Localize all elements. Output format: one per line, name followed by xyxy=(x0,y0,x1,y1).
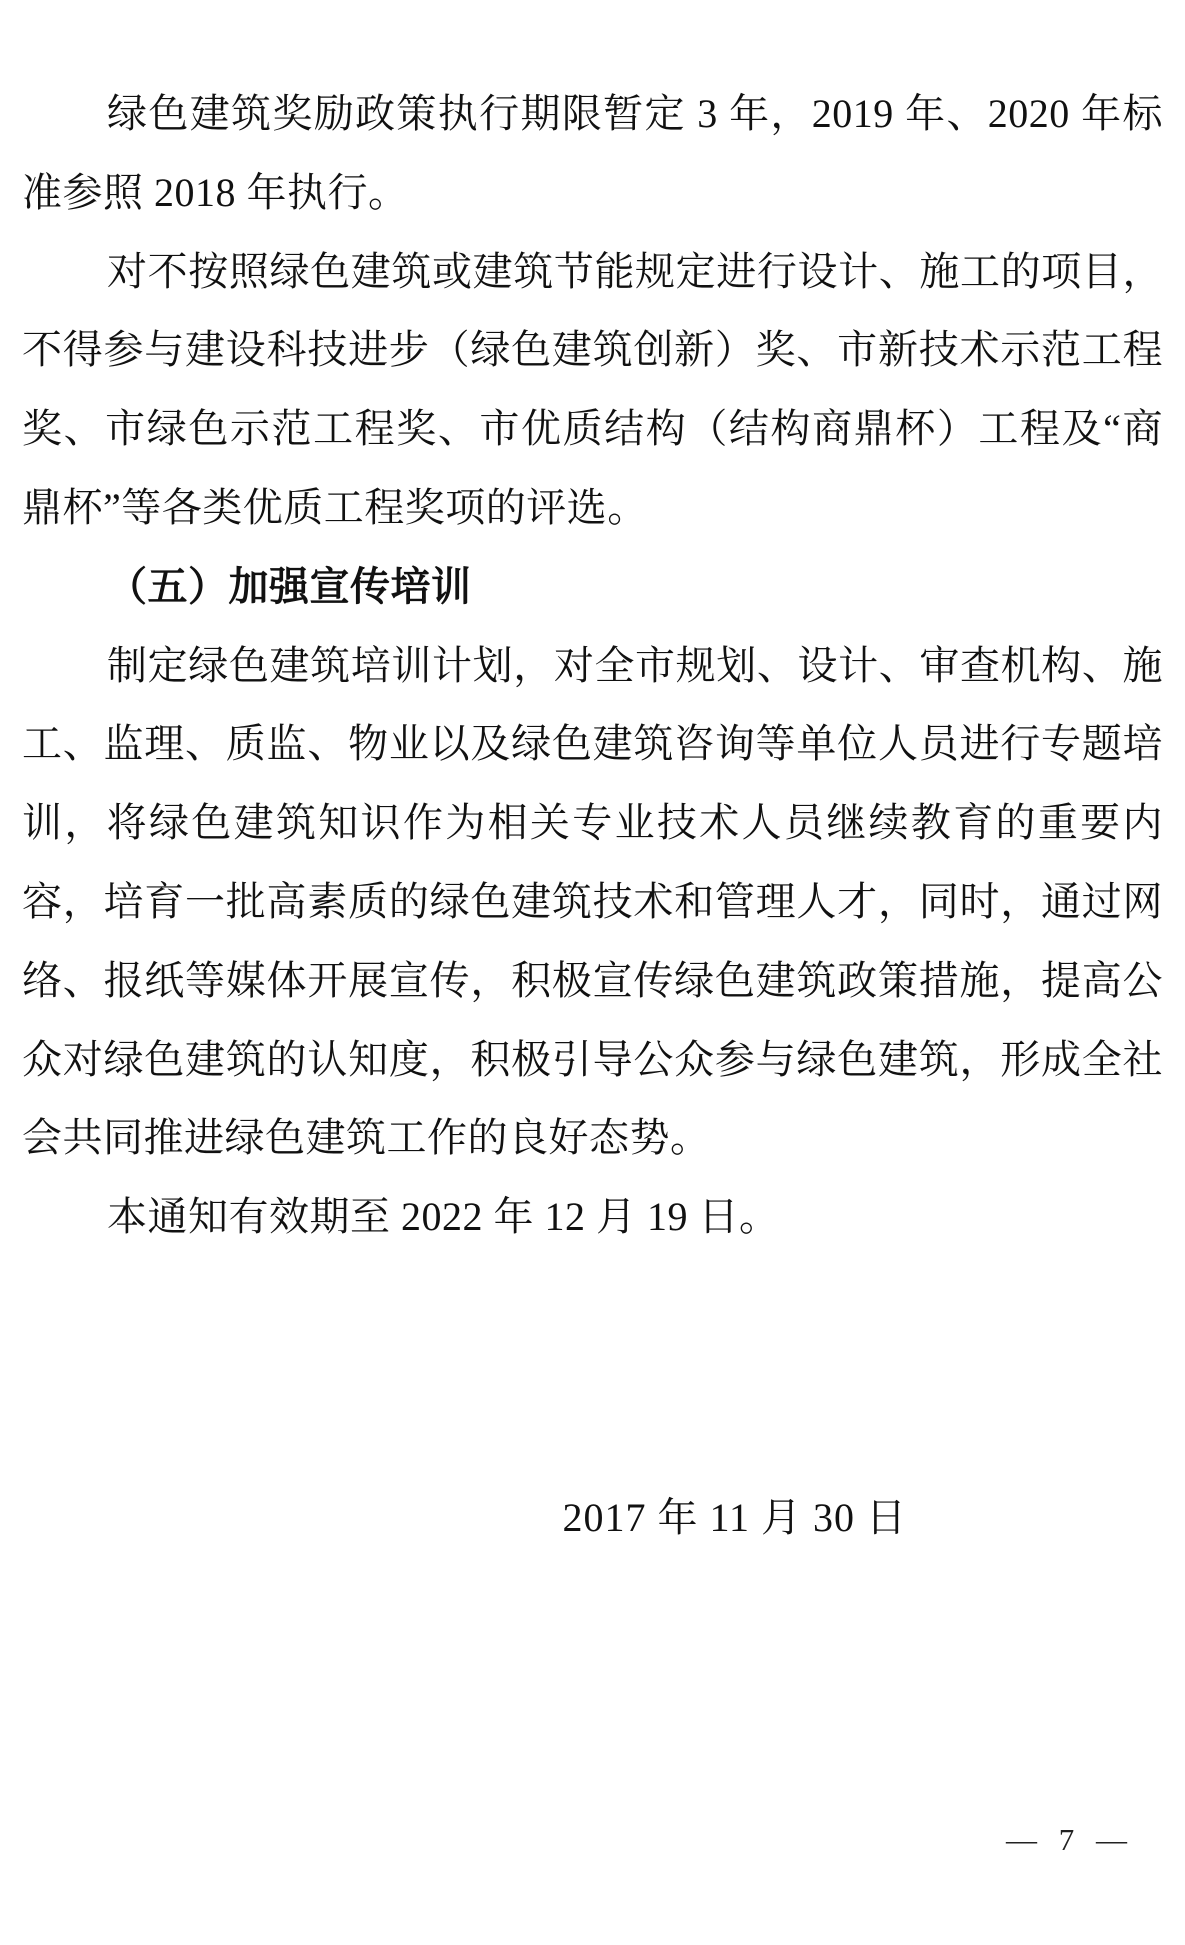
body-line: 奖、市绿色示范工程奖、市优质结构（结构商鼎杯）工程及“商 xyxy=(22,406,1163,452)
body-line: 众对绿色建筑的认知度，积极引导公众参与绿色建筑，形成全社 xyxy=(22,1036,1163,1082)
section-heading: （五）加强宣传培训 xyxy=(107,563,472,609)
document-body xyxy=(22,75,1163,1558)
page-number: 7 xyxy=(1058,1822,1075,1857)
body-line: 准参照 2018 年执行。 xyxy=(22,169,409,215)
body-line: 不得参与建设科技进步（绿色建筑创新）奖、市新技术示范工程 xyxy=(22,327,1163,373)
footer-right-dash: — xyxy=(1096,1822,1127,1857)
signature-date: 2017 年 11 月 30 日 xyxy=(562,1494,907,1540)
body-line: 会共同推进绿色建筑工作的良好态势。 xyxy=(22,1115,711,1161)
body-line: 络、报纸等媒体开展宣传，积极宣传绿色建筑政策措施，提高公 xyxy=(22,957,1163,1003)
body-line: 训，将绿色建筑知识作为相关专业技术人员继续教育的重要内 xyxy=(22,800,1163,846)
body-line: 本通知有效期至 2022 年 12 月 19 日。 xyxy=(107,1194,780,1240)
body-line: 制定绿色建筑培训计划，对全市规划、设计、审查机构、施 xyxy=(107,642,1163,688)
footer-left-dash: — xyxy=(1006,1822,1037,1857)
body-line: 绿色建筑奖励政策执行期限暂定 3 年，2019 年、2020 年标 xyxy=(107,91,1163,136)
body-line: 鼎杯”等各类优质工程奖项的评选。 xyxy=(22,484,648,530)
body-line: 对不按照绿色建筑或建筑节能规定进行设计、施工的项目， xyxy=(107,248,1163,294)
page-number-footer xyxy=(1006,1820,1127,1860)
body-line: 工、监理、质监、物业以及绿色建筑咨询等单位人员进行专题培 xyxy=(22,721,1163,767)
body-line: 容，培育一批高素质的绿色建筑技术和管理人才，同时，通过网 xyxy=(22,878,1163,924)
